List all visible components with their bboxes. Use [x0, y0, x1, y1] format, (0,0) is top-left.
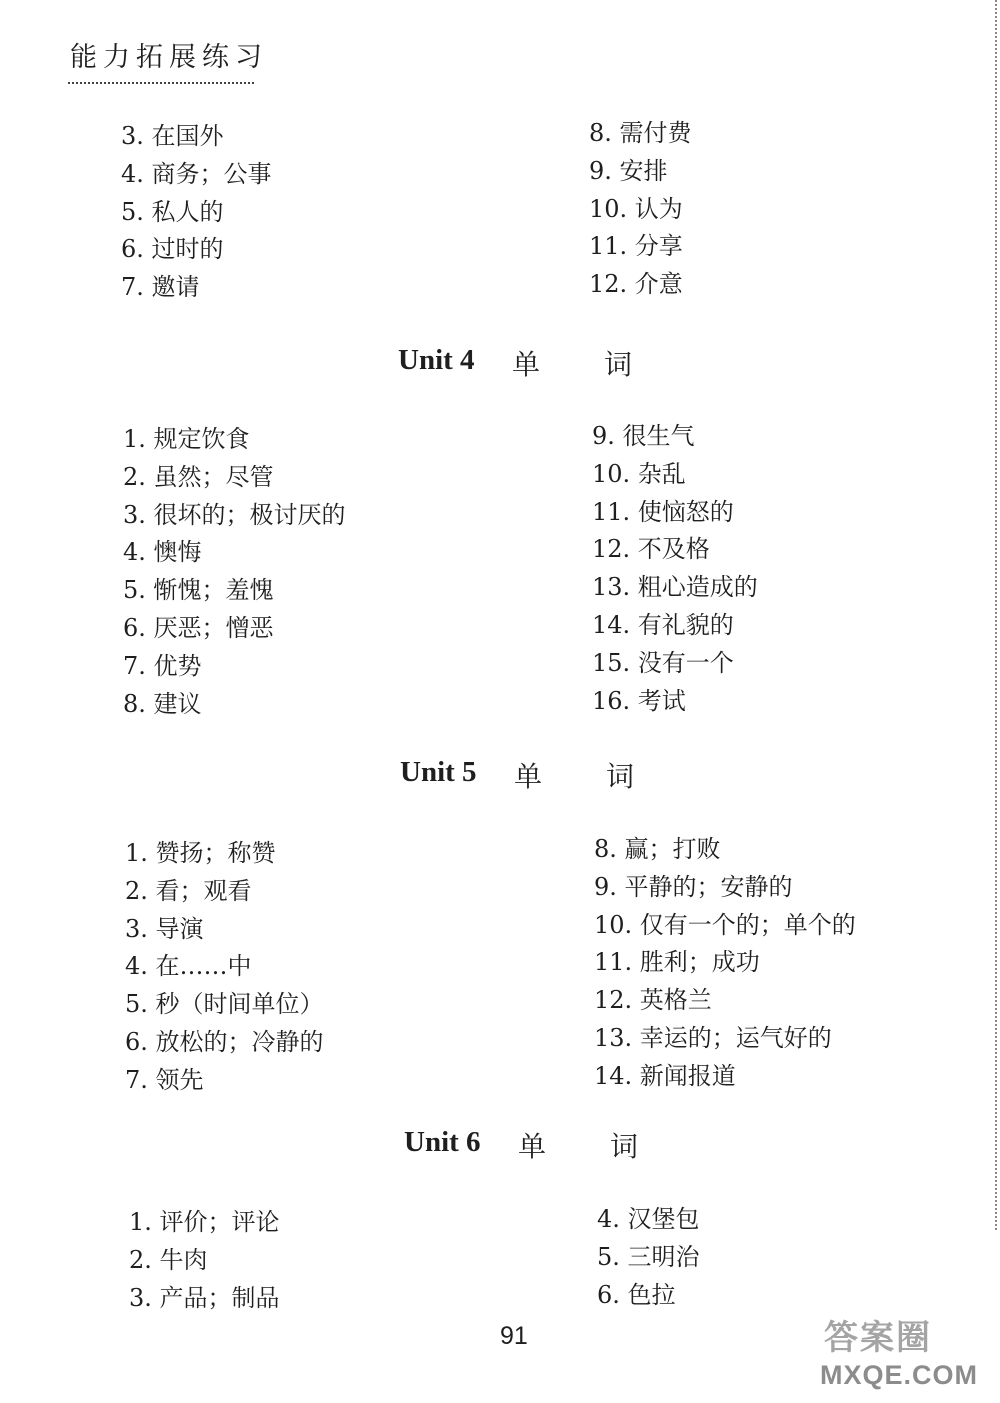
unit-5-right-column — [594, 831, 856, 1096]
page-header-title: 能力拓展练习 — [70, 42, 268, 73]
list-item: 11. 分享 — [589, 232, 683, 261]
top-right-column — [589, 115, 692, 304]
list-item: 12. 不及格 — [592, 535, 710, 564]
list-item: 1. 评价；评论 — [129, 1208, 280, 1236]
list-item: 7. 领先 — [125, 1065, 204, 1094]
list-item: 4. 商务；公事 — [121, 159, 272, 188]
list-item: 1. 赞扬；称赞 — [125, 839, 276, 867]
list-item: 2. 看；观看 — [125, 876, 252, 905]
unit-6-heading-char-2: 词 — [610, 1130, 639, 1163]
watermark-logo — [818, 1308, 994, 1398]
list-item: 7. 优势 — [123, 651, 202, 680]
unit-4-heading-char-2: 词 — [604, 348, 633, 381]
list-item: 8. 需付费 — [589, 119, 692, 147]
list-item: 16. 考试 — [592, 686, 686, 715]
list-item: 6. 厌恶；憎恶 — [123, 613, 274, 642]
list-item: 9. 安排 — [589, 156, 668, 185]
list-item: 6. 放松的；冷静的 — [125, 1027, 324, 1056]
unit-6-left-column — [129, 1204, 280, 1317]
list-item: 14. 有礼貌的 — [592, 610, 734, 639]
unit-6-heading — [404, 1125, 639, 1163]
list-item: 8. 建议 — [123, 689, 202, 718]
unit-5-heading — [400, 755, 635, 793]
list-item: 9. 很生气 — [592, 422, 695, 450]
unit-5-left-column — [125, 835, 324, 1100]
list-item: 8. 赢；打败 — [594, 835, 721, 863]
list-item: 13. 幸运的；运气好的 — [594, 1023, 832, 1052]
list-item: 5. 三明治 — [597, 1242, 700, 1271]
unit-4-left-column — [123, 421, 346, 723]
list-item: 11. 使恼怒的 — [592, 497, 734, 526]
unit-4-heading — [398, 343, 633, 381]
page-number: 91 — [500, 1322, 528, 1350]
list-item: 10. 认为 — [589, 194, 683, 223]
unit-5-title: Unit 5 — [400, 756, 477, 788]
unit-6-right-column — [597, 1201, 700, 1314]
list-item: 12. 介意 — [589, 270, 683, 299]
list-item: 3. 在国外 — [121, 122, 224, 150]
list-item: 4. 汉堡包 — [597, 1205, 700, 1233]
header-dotted-rule — [68, 82, 254, 84]
unit-4-title: Unit 4 — [398, 344, 475, 376]
list-item: 7. 邀请 — [121, 273, 200, 302]
list-item: 12. 英格兰 — [594, 986, 712, 1015]
list-item: 3. 导演 — [125, 914, 204, 943]
list-item: 1. 规定饮食 — [123, 425, 250, 453]
page-edge-dotted-line — [995, 0, 997, 1230]
list-item: 5. 私人的 — [121, 197, 224, 226]
list-item: 13. 粗心造成的 — [592, 573, 758, 602]
unit-4-heading-char-1: 单 — [512, 348, 541, 381]
list-item: 3. 产品；制品 — [129, 1283, 280, 1312]
list-item: 6. 过时的 — [121, 235, 224, 264]
list-item: 10. 杂乱 — [592, 459, 686, 488]
list-item: 4. 在……中 — [125, 952, 252, 981]
watermark-text-en: MXQE.COM — [820, 1360, 979, 1390]
list-item: 4. 懊悔 — [123, 538, 202, 567]
list-item: 15. 没有一个 — [592, 648, 734, 677]
list-item: 5. 惭愧；羞愧 — [123, 576, 274, 605]
list-item: 14. 新闻报道 — [594, 1061, 736, 1090]
unit-6-heading-char-1: 单 — [518, 1130, 547, 1163]
list-item: 6. 色拉 — [597, 1280, 676, 1309]
list-item: 9. 平静的；安静的 — [594, 872, 793, 901]
list-item: 2. 虽然；尽管 — [123, 462, 274, 491]
list-item: 11. 胜利；成功 — [594, 948, 760, 977]
top-left-column — [121, 118, 272, 307]
list-item: 2. 牛肉 — [129, 1245, 208, 1274]
list-item: 5. 秒（时间单位） — [125, 990, 324, 1019]
unit-5-heading-char-1: 单 — [514, 760, 543, 793]
unit-6-title: Unit 6 — [404, 1126, 481, 1158]
watermark-text-cn: 答案圈 — [824, 1319, 932, 1357]
list-item: 10. 仅有一个的；单个的 — [594, 910, 856, 939]
list-item: 3. 很坏的；极讨厌的 — [123, 500, 346, 529]
unit-4-right-column — [592, 418, 758, 720]
unit-5-heading-char-2: 词 — [606, 760, 635, 793]
